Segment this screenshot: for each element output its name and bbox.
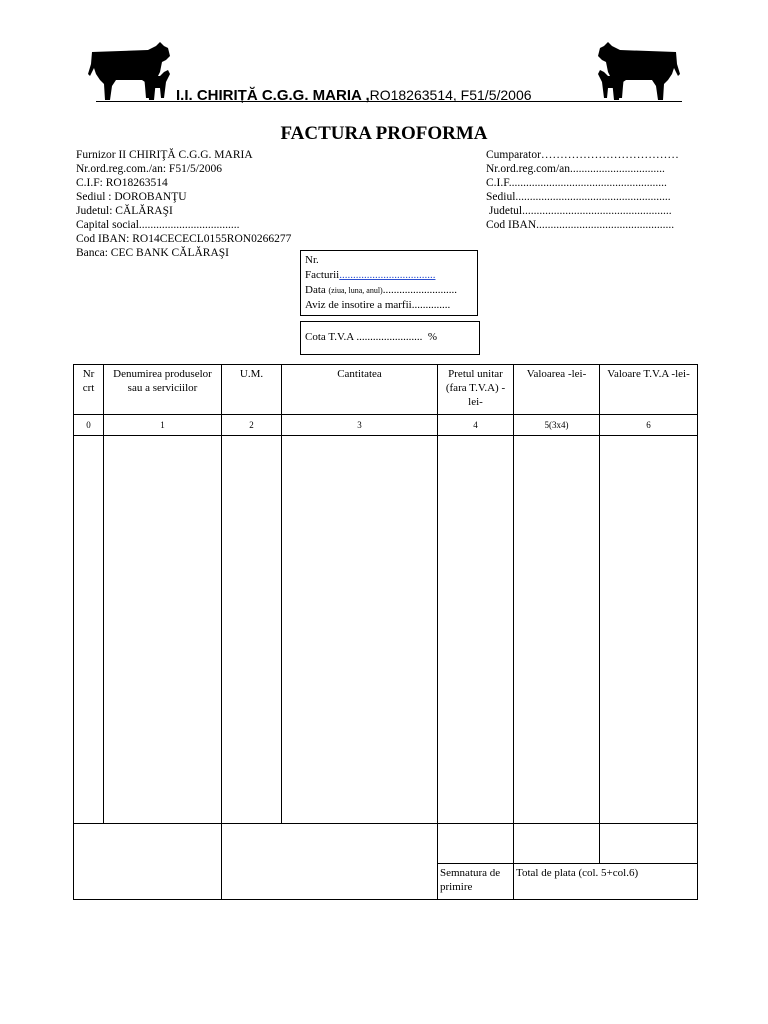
supplier-line: Nr.ord.reg.com./an: F51/5/2006: [76, 163, 222, 175]
vat-rate-box: [300, 321, 480, 355]
cell-denumirea[interactable]: [104, 436, 222, 824]
header-pret-unitar: Pretul unitar (fara T.V.A) -lei-: [438, 365, 514, 415]
invoice-number-box: [300, 250, 478, 316]
buyer-line: Sediul......................................................: [486, 191, 671, 203]
signature-label: Semnatura de primire: [438, 864, 514, 900]
cow-left-icon: [86, 40, 176, 104]
supplier-line: Judetul: CĂLĂRAŞI: [76, 205, 173, 217]
table-number-row: [74, 415, 698, 436]
footer-middle-cell: [222, 824, 438, 900]
table-body-row: [74, 436, 698, 824]
cow-right-icon: [592, 40, 682, 104]
aviz-row: Aviz de insotire a marfii..............: [305, 299, 451, 311]
cell-valoarea[interactable]: [514, 436, 600, 824]
header-um: U.M.: [222, 365, 282, 415]
total-to-pay-label: Total de plata (col. 5+col.6): [514, 864, 698, 900]
supplier-line: C.I.F: RO18263514: [76, 177, 168, 189]
col-number: 1: [104, 415, 222, 436]
supplier-line: Banca: CEC BANK CĂLĂRAŞI: [76, 247, 230, 259]
supplier-line: Sediul : DOROBANŢU: [76, 191, 187, 203]
supplier-line: Cod IBAN: RO14CECECL0155RON0266277: [76, 233, 292, 245]
col-number: 3: [282, 415, 438, 436]
buyer-line: Cod IBAN................................................: [486, 219, 675, 231]
date-hint: (ziua, luna, anul): [328, 286, 383, 295]
document-title: FACTURA PROFORMA: [280, 123, 488, 144]
company-registration: RO18263514, F51/5/2006: [369, 87, 532, 103]
col-number: 5(3x4): [514, 415, 600, 436]
total-pret-cell[interactable]: [438, 824, 514, 864]
company-header: [176, 87, 532, 104]
cell-pret[interactable]: [438, 436, 514, 824]
header-nr-crt: Nr crt: [74, 365, 104, 415]
company-name: I.I. CHIRIȚĂ C.G.G. MARIA ,: [176, 87, 370, 104]
table-header-row: [74, 365, 698, 415]
items-table: [73, 364, 698, 900]
buyer-block: [486, 148, 679, 232]
col-number: 6: [600, 415, 698, 436]
header-denumirea: Denumirea produselor sau a serviciilor: [104, 365, 222, 415]
footer-left-cell: [74, 824, 222, 900]
header-cantitatea: Cantitatea: [282, 365, 438, 415]
cell-cantitatea[interactable]: [282, 436, 438, 824]
date-value: ...........................: [382, 284, 457, 296]
cell-nr[interactable]: [74, 436, 104, 824]
supplier-block: [76, 148, 291, 260]
buyer-line: Judetul....................................................: [486, 205, 672, 217]
header-valoarea: Valoarea -lei-: [514, 365, 600, 415]
header-valoare-tva: Valoare T.V.A -lei-: [600, 365, 698, 415]
total-valoare-cell[interactable]: [514, 824, 600, 864]
buyer-line: C.I.F.......................................................: [486, 177, 667, 189]
col-number: 2: [222, 415, 282, 436]
facturii-value: ...................................: [339, 269, 436, 281]
buyer-line: Cumparator………………………………: [486, 149, 679, 161]
supplier-line: Capital social...................................: [76, 219, 240, 231]
col-number: 0: [74, 415, 104, 436]
cell-um[interactable]: [222, 436, 282, 824]
buyer-line: Nr.ord.reg.com/an.................................: [486, 163, 665, 175]
supplier-line: Furnizor II CHIRIŢĂ C.G.G. MARIA: [76, 149, 253, 161]
facturii-label: Facturii: [305, 269, 340, 281]
invoice-facturii-row: [305, 268, 473, 283]
totals-row: [74, 824, 698, 864]
invoice-nr-label: Nr.: [305, 254, 319, 266]
invoice-date-row: [305, 283, 473, 298]
vat-rate-label: Cota T.V.A ........................ %: [305, 331, 438, 343]
col-number: 4: [438, 415, 514, 436]
total-tva-cell[interactable]: [600, 824, 698, 864]
cell-tva[interactable]: [600, 436, 698, 824]
date-label: Data: [305, 284, 326, 296]
